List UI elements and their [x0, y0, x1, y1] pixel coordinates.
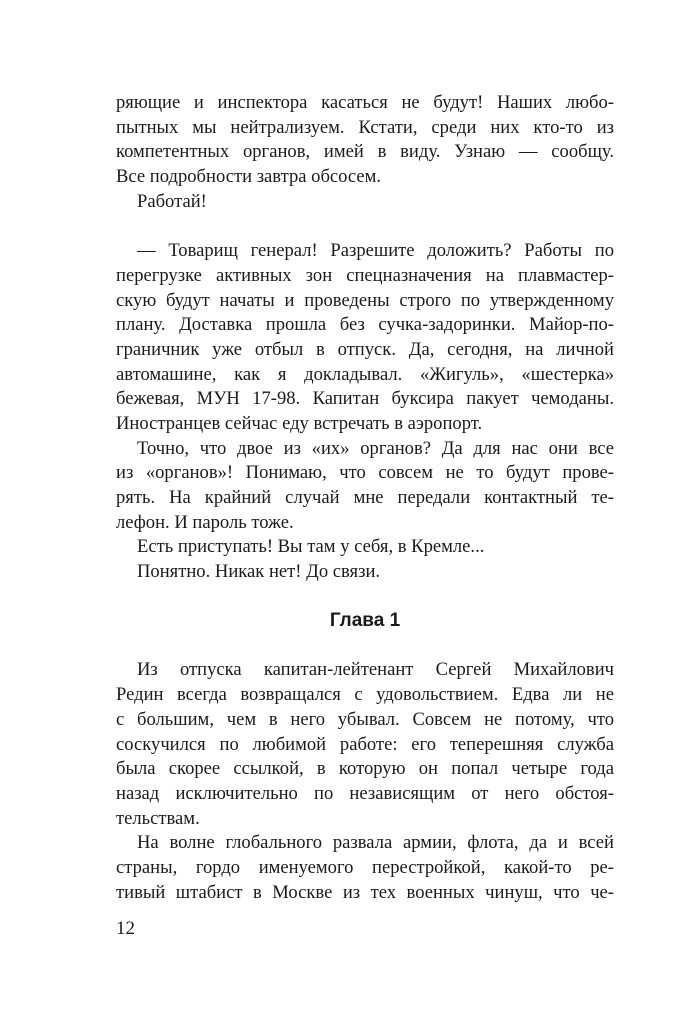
text-line: На волне глобального развала армии, флота, да и всей — [137, 832, 614, 854]
text-line: Понятно. Никак нет! До связи. — [137, 561, 381, 583]
text-line: — Товарищ генерал! Разрешите доложить? Работы по — [137, 240, 614, 262]
text-line: скую будут начаты и проведены строго по утвержденному — [116, 289, 614, 311]
text-line: была скорее ссылкой, в которую он попал четыре года — [116, 758, 614, 780]
text-line: компетентных органов, имей в виду. Узнаю — сообщу. — [116, 141, 614, 163]
text-line: Редин всегда возвращался с удовольствием. Едва ли не — [116, 684, 614, 706]
chapter-heading: Глава 1 — [329, 609, 401, 631]
text-line: Иностранцев сейчас еду встречать в аэропорт. — [116, 412, 483, 434]
text-line: Из отпуска капитан-лейтенант Сергей Михайлович — [137, 659, 614, 681]
text-line: с большим, чем в него убывал. Совсем не потому, что — [116, 708, 614, 730]
text-line: страны, гордо именуемого перестройкой, какой-то ре- — [116, 856, 614, 878]
text-line: пытных мы нейтрализуем. Кстати, среди них кто-то из — [116, 116, 614, 138]
text-line: бежевая, МУН 17-98. Капитан буксира пакует чемоданы. — [116, 388, 614, 410]
text-line: рять. На крайний случай мне передали контактный те- — [116, 487, 614, 508]
paragraph-gap — [116, 214, 614, 239]
page-number: 12 — [116, 918, 135, 939]
text-line: перегрузке активных зон спецназначения на плавмастер- — [116, 264, 614, 286]
text-line: Работай! — [137, 190, 207, 212]
text-line: граничник уже отбыл в отпуск. Да, сегодня, на личной — [116, 338, 614, 360]
text-line: тивый штабист в Москве из тех военных чинуш, что че- — [116, 881, 614, 903]
book-page-text — [116, 91, 614, 905]
text-line: Есть приступать! Вы там у себя, в Кремле... — [137, 536, 485, 558]
text-line: ряющие и инспектора касаться не будут! Наших любо- — [116, 92, 614, 113]
text-line: плану. Доставка прошла без сучка-задоринки. Майор-по- — [116, 314, 614, 336]
text-line: лефон. И пароль тоже. — [116, 511, 294, 533]
text-line: соскучился по любимой работе: его теперешняя служба — [116, 733, 614, 755]
text-line: назад исключительно по независящим от него обстоя- — [116, 782, 614, 804]
text-line: из «органов»! Понимаю, что совсем не то будут прове- — [116, 462, 614, 484]
text-line: автомашине, как я докладывал. «Жигуль», «шестерка» — [116, 363, 614, 385]
text-line: тельствам. — [116, 807, 200, 829]
text-line: Точно, что двое из «их» органов? Да для нас они все — [137, 437, 614, 459]
text-line: Все подробности завтра обсосем. — [116, 166, 382, 188]
